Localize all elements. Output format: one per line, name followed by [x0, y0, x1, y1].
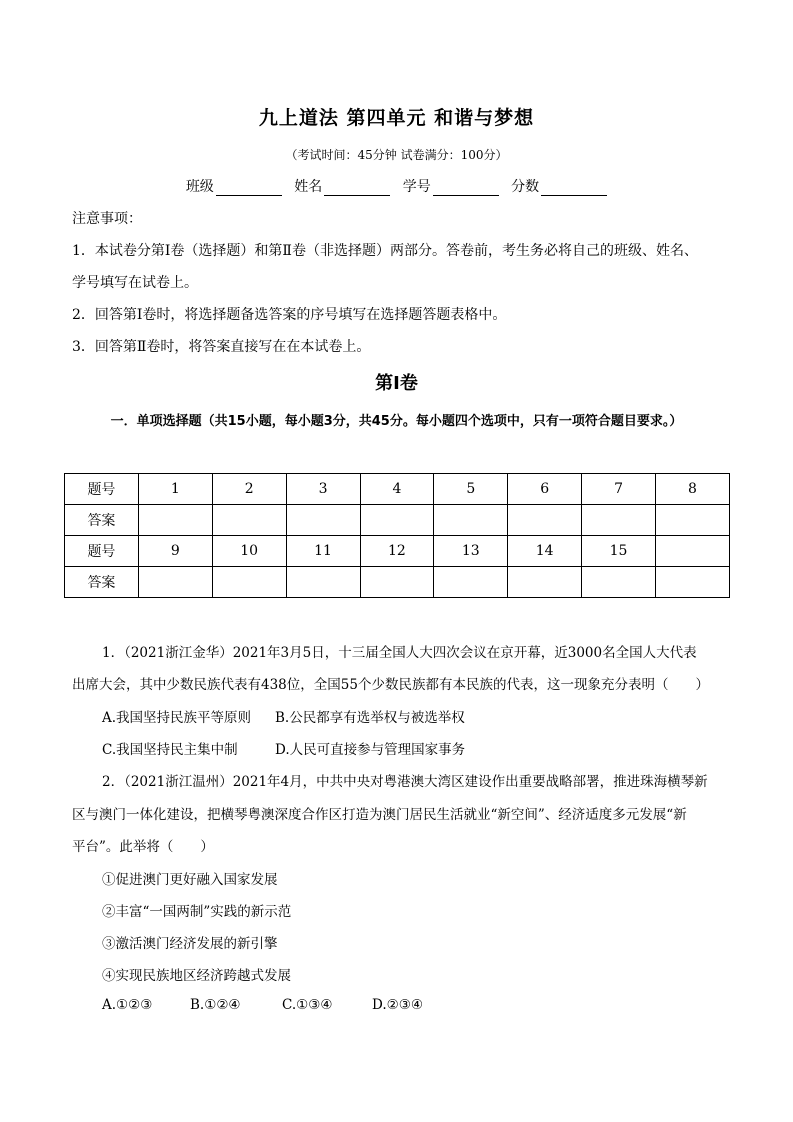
- field-class: [186, 176, 282, 196]
- question-number-cell: 13: [434, 536, 508, 567]
- q1-option-b: B.公民都享有选举权与被选举权: [275, 710, 465, 726]
- field-score-blank[interactable]: [541, 181, 607, 196]
- answer-cell[interactable]: [286, 567, 360, 598]
- q2-option-a: A.①②③: [102, 997, 153, 1013]
- question-number-cell: 8: [656, 474, 730, 505]
- row-header-number: 题号: [65, 474, 139, 505]
- question-number-cell: 7: [582, 474, 656, 505]
- answer-cell[interactable]: [360, 567, 434, 598]
- answer-cell[interactable]: [212, 505, 286, 536]
- answer-cell[interactable]: [434, 505, 508, 536]
- answer-cell[interactable]: [508, 567, 582, 598]
- q2-option-c: C.①③④: [282, 997, 333, 1013]
- field-class-blank[interactable]: [216, 181, 282, 196]
- question-number-cell: 11: [286, 536, 360, 567]
- field-student-id: [403, 176, 499, 196]
- question-number-cell: 9: [138, 536, 212, 567]
- q2-item-1: ①促进澳门更好融入国家发展: [102, 872, 278, 888]
- section-subtitle: 一．单项选择题（共15小题，每小题3分，共45分。每小题四个选项中，只有一项符合题目要求。）: [110, 414, 683, 429]
- answer-cell[interactable]: [360, 505, 434, 536]
- q2-option-d: D.②③④: [372, 997, 423, 1013]
- answer-cell[interactable]: [434, 567, 508, 598]
- table-row: [65, 474, 730, 505]
- q1-stem-line-1: 1．（2021浙江金华）2021年3月5日，十三届全国人大四次会议在京开幕，近3000名全国人大代表: [102, 645, 697, 661]
- question-number-cell: 14: [508, 536, 582, 567]
- question-number-cell: 12: [360, 536, 434, 567]
- notes-line-3: 2．回答第Ⅰ卷时，将选择题备选答案的序号填写在选择题答题表格中。: [72, 307, 507, 323]
- q2-stem-line-2: 区与澳门一体化建设，把横琴粤澳深度合作区打造为澳门居民生活就业“新空间”、经济适度多元发展“新: [72, 807, 687, 823]
- answer-cell[interactable]: [286, 505, 360, 536]
- notes-heading: 注意事项：: [72, 211, 142, 227]
- question-number-cell: 3: [286, 474, 360, 505]
- question-number-cell: 1: [138, 474, 212, 505]
- field-score-label: 分数: [511, 179, 540, 195]
- q2-option-b: B.①②④: [190, 997, 241, 1013]
- question-number-cell: 4: [360, 474, 434, 505]
- answer-cell[interactable]: [508, 505, 582, 536]
- student-info-fields: [0, 176, 793, 196]
- question-number-cell: 15: [582, 536, 656, 567]
- table-row: [65, 567, 730, 598]
- row-header-number: 题号: [65, 536, 139, 567]
- q1-stem-line-2: 出席大会，其中少数民族代表有438位，全国55个少数民族都有本民族的代表，这一现象充分表明（ ）: [72, 677, 709, 693]
- notes-line-4: 3．回答第Ⅱ卷时，将答案直接写在在本试卷上。: [72, 339, 371, 355]
- q2-stem-line-1: 2．（2021浙江温州）2021年4月，中共中央对粤港澳大湾区建设作出重要战略部署，推进珠海横琴新: [102, 774, 708, 790]
- answer-table: [64, 473, 730, 598]
- q2-item-4: ④实现民族地区经济跨越式发展: [102, 968, 291, 984]
- section-title: 第Ⅰ卷: [375, 373, 418, 394]
- q2-item-2: ②丰富“一国两制”实践的新示范: [102, 904, 292, 920]
- field-class-label: 班级: [185, 179, 214, 195]
- q2-stem-line-3: 平台”。此举将（ ）: [72, 839, 214, 855]
- question-number-cell: 5: [434, 474, 508, 505]
- answer-cell[interactable]: [138, 505, 212, 536]
- question-number-cell: 6: [508, 474, 582, 505]
- table-row: [65, 536, 730, 567]
- answer-cell[interactable]: [656, 567, 730, 598]
- answer-cell[interactable]: [656, 505, 730, 536]
- row-header-answer: 答案: [65, 505, 139, 536]
- field-score: [511, 176, 607, 196]
- notes-line-2: 学号填写在试卷上。: [72, 275, 198, 291]
- q1-option-c: C.我国坚持民主集中制: [102, 742, 238, 758]
- field-name-label: 姓名: [294, 179, 323, 195]
- q1-option-a: A.我国坚持民族平等原则: [102, 710, 252, 726]
- q1-option-d: D.人民可直接参与管理国家事务: [275, 742, 466, 758]
- question-number-cell: [656, 536, 730, 567]
- field-student-id-label: 学号: [402, 179, 431, 195]
- q2-item-3: ③激活澳门经济发展的新引擎: [102, 936, 278, 952]
- exam-title: 九上道法 第四单元 和谐与梦想: [258, 107, 535, 129]
- field-student-id-blank[interactable]: [433, 181, 499, 196]
- row-header-answer: 答案: [65, 567, 139, 598]
- answer-cell[interactable]: [582, 505, 656, 536]
- exam-subtitle: （考试时间：45分钟 试卷满分：100分）: [285, 148, 508, 162]
- table-row: [65, 505, 730, 536]
- notes-line-1: 1．本试卷分第Ⅰ卷（选择题）和第Ⅱ卷（非选择题）两部分。答卷前，考生务必将自己的班级、姓名、: [72, 243, 698, 259]
- field-name: [294, 176, 390, 196]
- field-name-blank[interactable]: [324, 181, 390, 196]
- question-number-cell: 10: [212, 536, 286, 567]
- answer-cell[interactable]: [138, 567, 212, 598]
- question-number-cell: 2: [212, 474, 286, 505]
- answer-cell[interactable]: [582, 567, 656, 598]
- answer-cell[interactable]: [212, 567, 286, 598]
